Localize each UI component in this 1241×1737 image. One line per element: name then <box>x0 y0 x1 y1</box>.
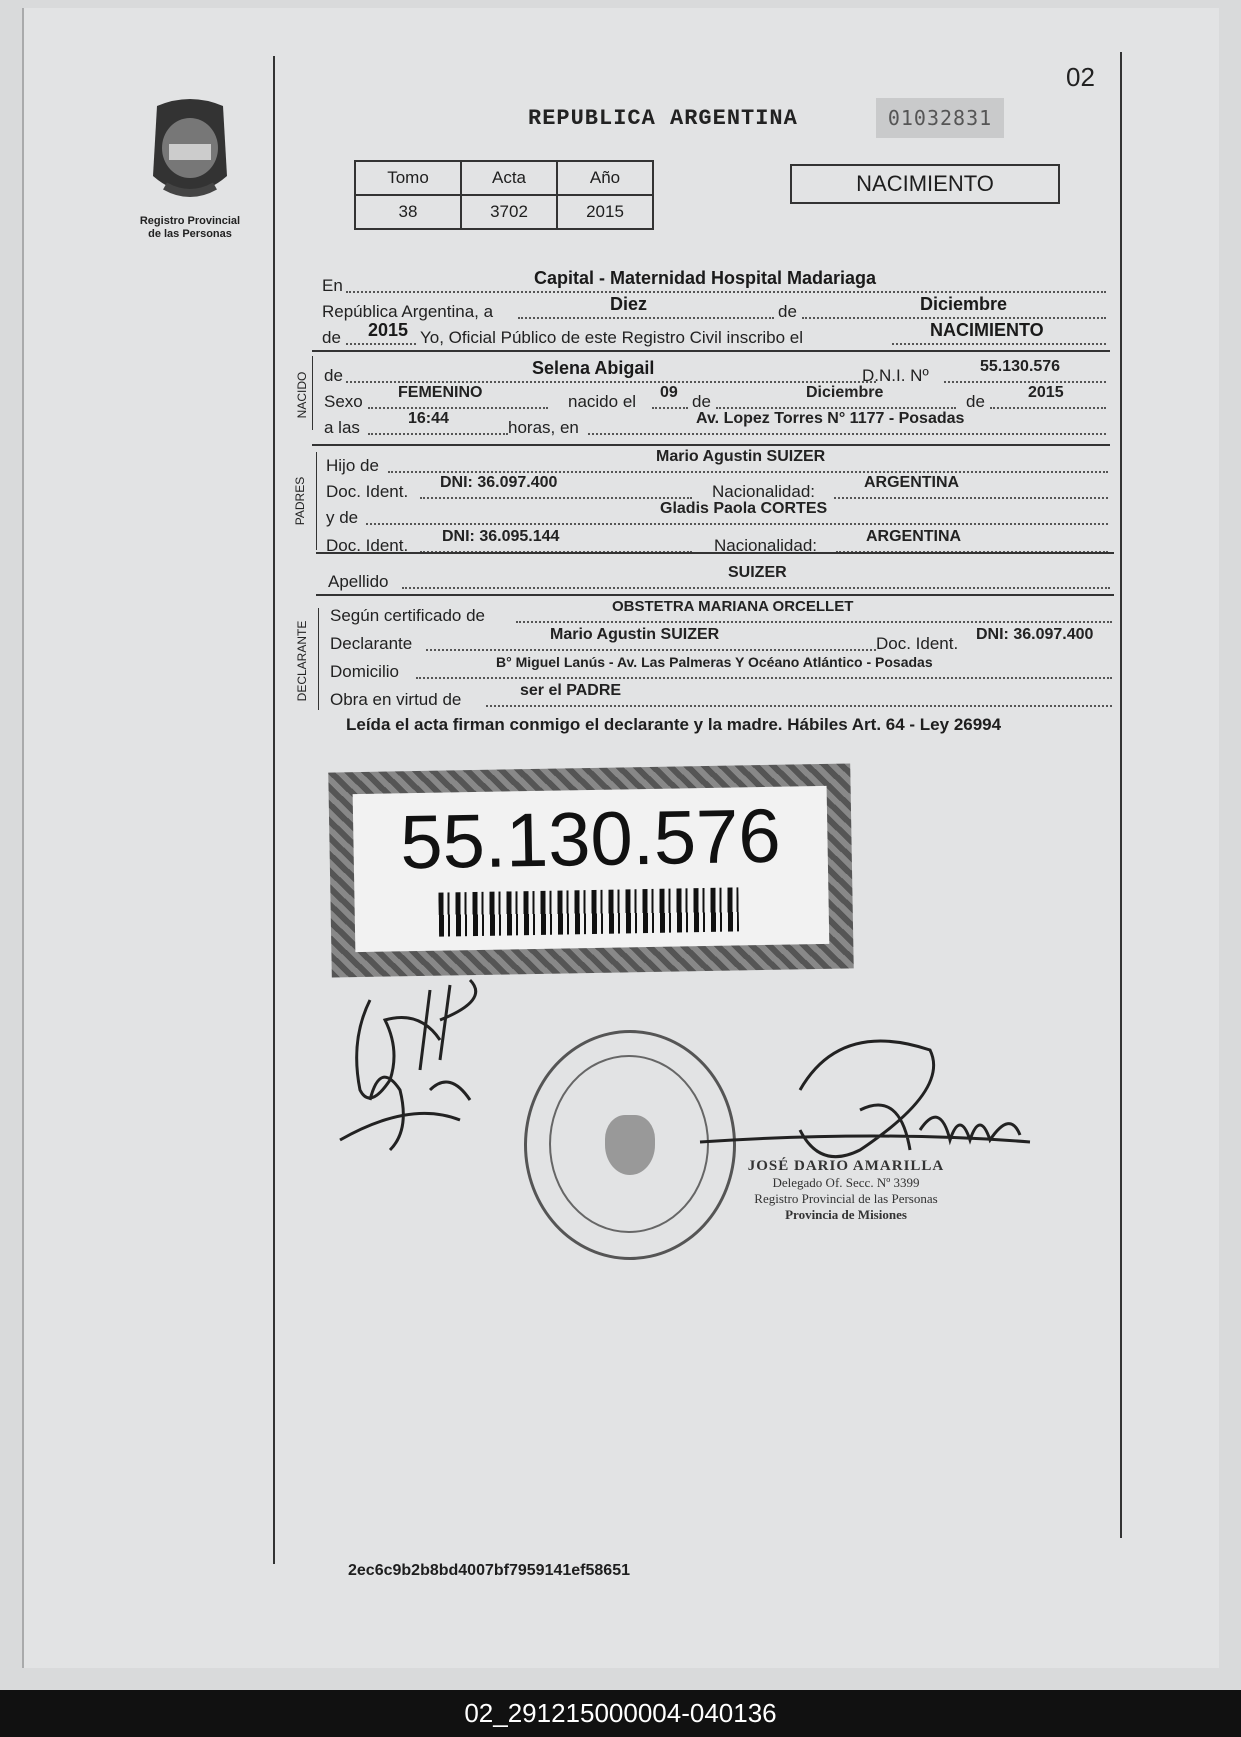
closing-statement: Leída el acta firman conmigo el declarante y la madre. Hábiles Art. 64 - Ley 26994 <box>346 715 1002 734</box>
father-nat-label: Nacionalidad: <box>712 482 816 501</box>
anio-header: Año <box>557 161 653 195</box>
apellido-row <box>328 564 1110 596</box>
logo-caption <box>125 215 255 241</box>
birth-month: Diciembre <box>806 384 884 401</box>
sexo-label: Sexo <box>324 392 363 411</box>
acta-value: 3702 <box>461 195 557 229</box>
apellido-value: SUIZER <box>728 564 787 581</box>
birth-time: 16:44 <box>408 410 449 427</box>
birth-de2-label: de <box>966 392 985 411</box>
mother-doc-row <box>326 528 1108 560</box>
acta-header: Acta <box>461 161 557 195</box>
year-row <box>322 320 1106 352</box>
event-value: NACIMIENTO <box>930 320 1044 340</box>
oficial-text: Yo, Oficial Público de este Registro Civil inscribo el <box>420 328 803 347</box>
section-divider <box>312 350 1110 352</box>
tomo-value: 38 <box>355 195 461 229</box>
official-stamp <box>716 1158 976 1223</box>
left-margin-line <box>273 56 275 1564</box>
mother-name: Gladis Paola CORTES <box>660 500 828 517</box>
domicilio-row <box>330 654 1112 686</box>
document-type: NACIMIENTO <box>790 164 1060 204</box>
declarant-name: Mario Agustin SUIZER <box>550 626 720 643</box>
de-year-label: de <box>322 328 341 347</box>
mother-nat-label: Nacionalidad: <box>714 536 818 555</box>
dni-label: D.N.I. Nº <box>862 366 929 385</box>
birth-day: 09 <box>660 384 678 401</box>
right-margin-line <box>1120 52 1122 1538</box>
place-value: Capital - Maternidad Hospital Madariaga <box>534 268 877 288</box>
section-divider <box>316 552 1114 554</box>
official-name: JOSÉ DARIO AMARILLA <box>747 1158 945 1174</box>
declarant-doc: DNI: 36.097.400 <box>976 626 1094 643</box>
mother-doc: DNI: 36.095.144 <box>442 528 560 545</box>
page-number: 02 <box>1066 62 1095 92</box>
month-value: Diciembre <box>920 294 1008 314</box>
sexo-value: FEMENINO <box>398 384 483 401</box>
birth-de-label: de <box>692 392 711 411</box>
alas-label: a las <box>324 418 360 437</box>
name-de-label: de <box>324 366 343 385</box>
cert-label: Según certificado de <box>330 606 485 625</box>
dni-sticker-label <box>353 786 830 952</box>
section-divider <box>312 444 1110 446</box>
coat-of-arms-icon <box>145 96 235 206</box>
year-value: 2015 <box>368 320 409 340</box>
logo-caption-line-1: Registro Provincial <box>139 215 241 227</box>
padres-section-label: PADRES <box>293 476 307 526</box>
domicilio-value: B° Miguel Lanús - Av. Las Palmeras Y Océano Atlántico - Posadas <box>496 654 933 670</box>
father-name: Mario Agustin SUIZER <box>656 448 826 465</box>
official-office: Registro Provincial de las Personas <box>754 1191 938 1206</box>
nacido-section-label: NACIDO <box>295 371 309 419</box>
barcode <box>438 887 739 936</box>
register-table <box>354 160 654 230</box>
document-hash: 2ec6c9b2b8bd4007bf7959141ef58651 <box>348 1562 630 1579</box>
registry-logo <box>135 96 245 241</box>
obra-row <box>330 682 1112 714</box>
serial-number: 01032831 <box>876 98 1004 138</box>
cert-value: OBSTETRA MARIANA ORCELLET <box>612 598 854 615</box>
declarante-bracket <box>318 608 319 710</box>
father-doc: DNI: 36.097.400 <box>440 474 558 491</box>
country-title: REPUBLICA ARGENTINA <box>528 106 798 131</box>
horas-label: horas, en <box>508 418 579 437</box>
anio-value: 2015 <box>557 195 653 229</box>
de-label: de <box>778 302 797 321</box>
republica-label: República Argentina, a <box>322 302 494 321</box>
decl-label: Declarante <box>330 634 413 653</box>
en-label: En <box>322 276 343 295</box>
yde-label: y de <box>326 508 359 527</box>
padres-bracket <box>316 452 317 550</box>
father-doc-label: Doc. Ident. <box>326 482 409 501</box>
declarante-section-label: DECLARANTE <box>295 620 309 702</box>
apellido-label: Apellido <box>328 572 389 591</box>
file-id-footer: 02_291215000004-040136 <box>0 1690 1241 1737</box>
nacido-bracket <box>312 356 313 430</box>
obra-label: Obra en virtud de <box>330 690 462 709</box>
official-role: Delegado Of. Secc. Nº 3399 <box>772 1175 920 1190</box>
official-province: Provincia de Misiones <box>785 1207 907 1222</box>
decl-doc-label: Doc. Ident. <box>876 634 959 653</box>
mother-nationality: ARGENTINA <box>866 528 962 545</box>
day-value: Diez <box>610 294 648 314</box>
child-name: Selena Abigail <box>532 358 655 378</box>
logo-caption-line-2: de las Personas <box>148 228 232 240</box>
time-row <box>324 410 1106 442</box>
dni-value: 55.130.576 <box>980 358 1061 375</box>
nacido-label: nacido el <box>568 392 637 411</box>
dni-sticker <box>328 763 853 977</box>
obra-value: ser el PADRE <box>520 682 622 699</box>
tomo-header: Tomo <box>355 161 461 195</box>
sticker-dni-number: 55.130.576 <box>399 793 782 886</box>
mother-doc-label: Doc. Ident. <box>326 536 409 555</box>
left-signature <box>330 980 520 1170</box>
section-divider <box>316 594 1114 596</box>
hijo-label: Hijo de <box>326 456 379 475</box>
dom-label: Domicilio <box>330 662 399 681</box>
seal-emblem-icon <box>605 1115 655 1175</box>
birth-place: Av. Lopez Torres N° 1177 - Posadas <box>696 410 965 427</box>
father-nationality: ARGENTINA <box>864 474 960 491</box>
birth-year: 2015 <box>1028 384 1064 401</box>
